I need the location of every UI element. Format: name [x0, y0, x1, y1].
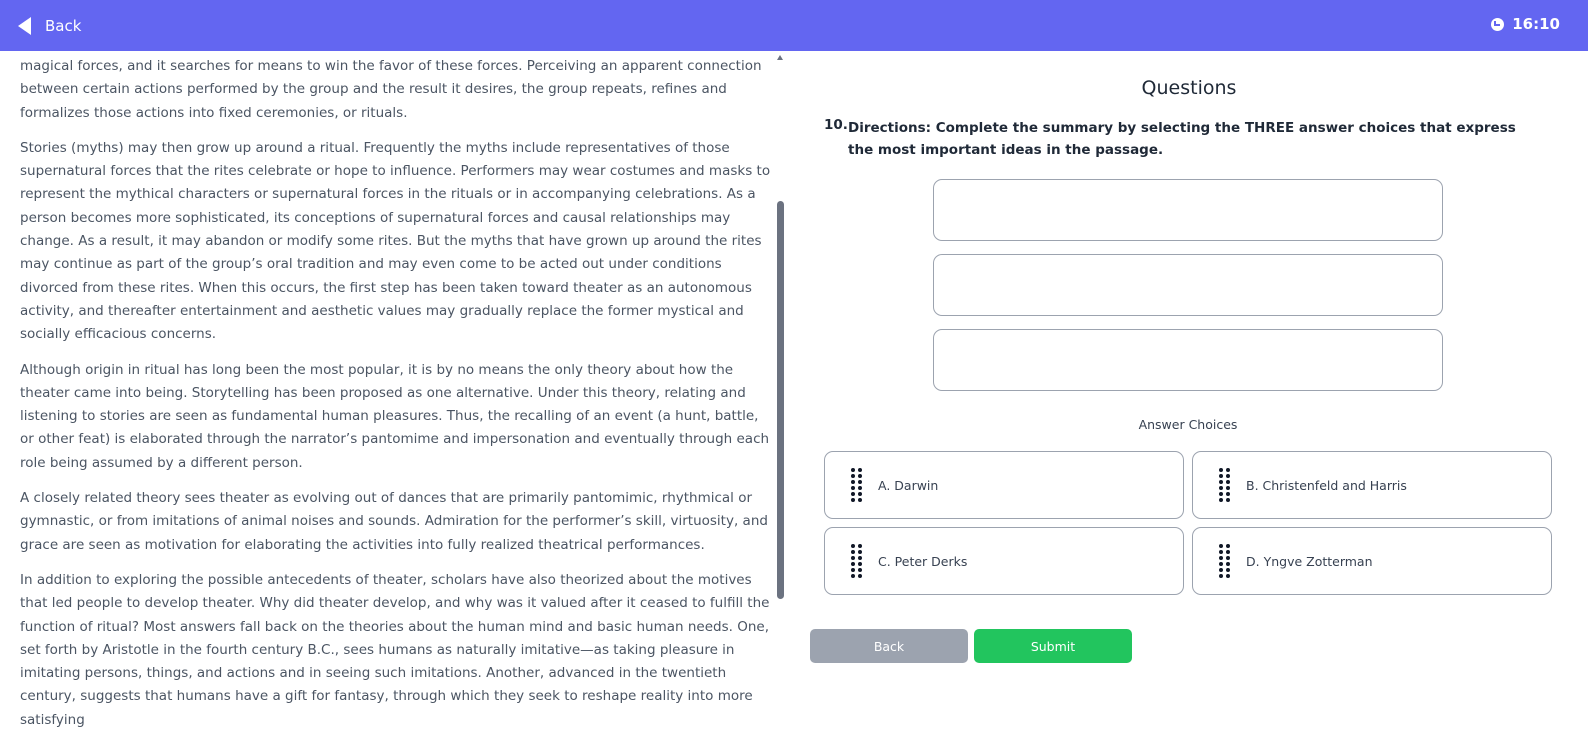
passage-paragraph: Stories (myths) may then grow up around a ritual. Frequently the myths include representatives of those supernatural forces that the rites celebrate or hope to influence. Performers may wear costumes and masks to represent the mythical characters or supernatural forces in the rituals or in accompanying celebrations. As a person becomes more sophisticated, its conceptions of supernatural forces and causal relationships may change. As a result, it may abandon or modify some rites. But the myths that have grown up around the rites may continue as part of the group’s oral tradition and may even come to be acted out under conditions divorced from these rites. When this occurs, the first step has been taken toward theater as an autonomous activity, and thereafter entertainment and aesthetic values may gradually replace the former mystical and socially efficacious concerns. — [20, 139, 771, 343]
submit-button[interactable]: Submit — [974, 629, 1132, 663]
passage-paragraph: In addition to exploring the possible antecedents of theater, scholars have also theorized about the motives that led people to develop theater. Why did theater develop, and why was it valued after it ceased to fulfill the function of ritual? Most answers fall back on the theories about the human mind and basic human needs. One, set forth by Aristotle in the fourth century B.C., sees humans as naturally imitative—as taking pleasure in imitating persons, things, and actions and in seeing such imitations. Another, advanced in the twentieth century, suggests that humans have a gift for fantasy, through which they seek to reshape reality into more satisfying — [20, 571, 770, 728]
questions-panel — [790, 51, 1588, 705]
header-back-label: Back — [45, 17, 82, 35]
questions-heading: Questions — [1141, 77, 1237, 99]
summary-answer-slot[interactable] — [933, 179, 1443, 241]
passage-paragraph: Although origin in ritual has long been the most popular, it is by no means the only theory about how the theater came into being. Storytelling has been proposed as one alternative. Under this theory, relating and listening to stories are seen as fundamental human pleasures. Thus, the recalling of an event (a hunt, battle, or other feat) is elaborated through the narrator’s pantomime and impersonation and eventually through each role being assumed by a different person. — [20, 361, 770, 471]
summary-answer-slot[interactable] — [933, 329, 1443, 391]
reading-passage — [20, 51, 772, 728]
question-directions: Directions: Complete the summary by selecting the THREE answer choices that express the most important ideas in the passage. — [848, 120, 1516, 158]
passage-paragraph: magical forces, and it searches for means to win the favor of these forces. Perceiving an apparent connection between certain actions performed by the group and the result it desires, the group repeats, refines and formalizes those actions into fixed ceremonies, or rituals. — [20, 58, 762, 121]
answer-choice[interactable] — [824, 527, 1184, 595]
answer-choice-label: D. Yngve Zotterman — [1246, 553, 1373, 569]
question-number: 10. — [824, 117, 848, 133]
timer — [1491, 15, 1560, 33]
answer-choices-label: Answer Choices — [1138, 417, 1238, 432]
clock-icon — [1491, 18, 1504, 31]
scrollbar-thumb[interactable] — [777, 201, 784, 599]
passage-scrollbar[interactable] — [774, 51, 788, 705]
summary-answer-slot[interactable] — [933, 254, 1443, 316]
drag-handle-icon[interactable] — [1219, 544, 1230, 578]
passage-paragraph: A closely related theory sees theater as evolving out of dances that are primarily pantomimic, rhythmical or gymnastic, or from imitations of animal noises and sounds. Admiration for the performer’s skill, virtuosity, and grace are seen as motivation for elaborating the activities into fully realized theatrical performances. — [20, 490, 768, 553]
drag-handle-icon[interactable] — [851, 468, 862, 502]
answer-choice-label: B. Christenfeld and Harris — [1246, 477, 1407, 493]
answer-choice-label: A. Darwin — [878, 477, 939, 493]
timer-value: 16:10 — [1512, 15, 1560, 33]
answer-choice[interactable] — [824, 451, 1184, 519]
drag-handle-icon[interactable] — [1219, 468, 1230, 502]
drag-handle-icon[interactable] — [851, 544, 862, 578]
scroll-up-arrow-icon[interactable] — [777, 55, 783, 60]
back-arrow-icon — [18, 17, 31, 35]
answer-choice-label: C. Peter Derks — [878, 553, 968, 569]
back-button[interactable]: Back — [810, 629, 968, 663]
answer-choice[interactable] — [1192, 527, 1552, 595]
answer-choice[interactable] — [1192, 451, 1552, 519]
header-back-button[interactable] — [18, 13, 81, 39]
top-bar — [0, 0, 1588, 51]
